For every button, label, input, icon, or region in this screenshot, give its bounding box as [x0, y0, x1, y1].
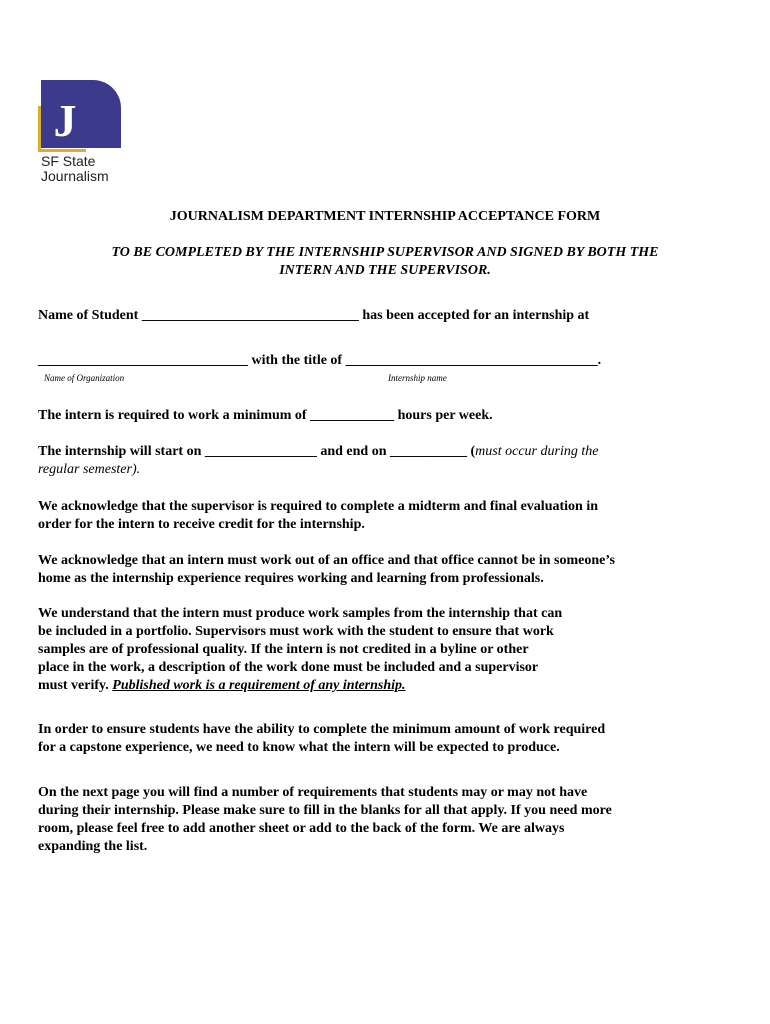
form-title: JOURNALISM DEPARTMENT INTERNSHIP ACCEPTANCE FORM [169, 209, 601, 224]
sf-state-journalism-logo [38, 80, 122, 184]
evaluation-line-1: We acknowledge that the supervisor is required to complete a midterm and final evaluation in [38, 499, 598, 514]
dates-line [38, 443, 598, 461]
hours-line: The intern is required to work a minimum of ____________ hours per week. [38, 408, 493, 423]
dates-text: The internship will start on ________________ and end on ___________ ( [38, 444, 476, 459]
logo-text [41, 154, 109, 184]
student-name-line: Name of Student _______________________________ has been accepted for an internship at [38, 308, 590, 323]
samples-line-5-start: must verify. [38, 678, 113, 693]
samples-line-1: We understand that the intern must produce work samples from the internship that can [38, 606, 563, 621]
samples-line-2: be included in a portfolio. Supervisors must work with the student to ensure that work [38, 624, 554, 639]
internship-name-label: Internship name [388, 373, 447, 383]
logo-accent-vertical [38, 106, 41, 152]
capstone-line-2: for a capstone experience, we need to know what the intern will be expected to produce. [38, 740, 560, 755]
office-line-1: We acknowledge that an intern must work out of an office and that office cannot be in someone’s [38, 553, 615, 568]
logo-letter: J [53, 95, 77, 146]
samples-line-3: samples are of professional quality. If the intern is not credited in a byline or other [38, 642, 529, 657]
organization-line: ______________________________ with the title of ____________________________________. [38, 353, 602, 368]
samples-line-4: place in the work, a description of the work done must be included and a supervisor [38, 660, 539, 675]
samples-line-5 [38, 677, 406, 695]
next-page-line-4: expanding the list. [38, 839, 148, 854]
logo-line-2: Journalism [41, 168, 109, 184]
office-line-2: home as the internship experience requires working and learning from professionals. [38, 571, 544, 586]
organization-label: Name of Organization [44, 373, 125, 383]
dates-note-line-2: regular semester). [38, 462, 141, 477]
logo-line-1: SF State [41, 153, 96, 169]
next-page-line-2: during their internship. Please make sure to fill in the blanks for all that apply. If you need more [38, 803, 612, 818]
next-page-line-3: room, please feel free to add another sheet or add to the back of the form. We are always [38, 821, 565, 836]
published-work-requirement: Published work is a requirement of any internship. [112, 678, 406, 693]
dates-note: must occur during the [475, 444, 599, 459]
form-subtitle-line-2: INTERN AND THE SUPERVISOR. [279, 263, 491, 278]
form-subtitle-line-1: TO BE COMPLETED BY THE INTERNSHIP SUPERVISOR AND SIGNED BY BOTH THE [111, 245, 659, 260]
evaluation-line-2: order for the intern to receive credit for the internship. [38, 517, 365, 532]
next-page-line-1: On the next page you will find a number of requirements that students may or may not have [38, 785, 588, 800]
capstone-line-1: In order to ensure students have the ability to complete the minimum amount of work required [38, 722, 606, 737]
logo-accent-horizontal [38, 149, 86, 152]
